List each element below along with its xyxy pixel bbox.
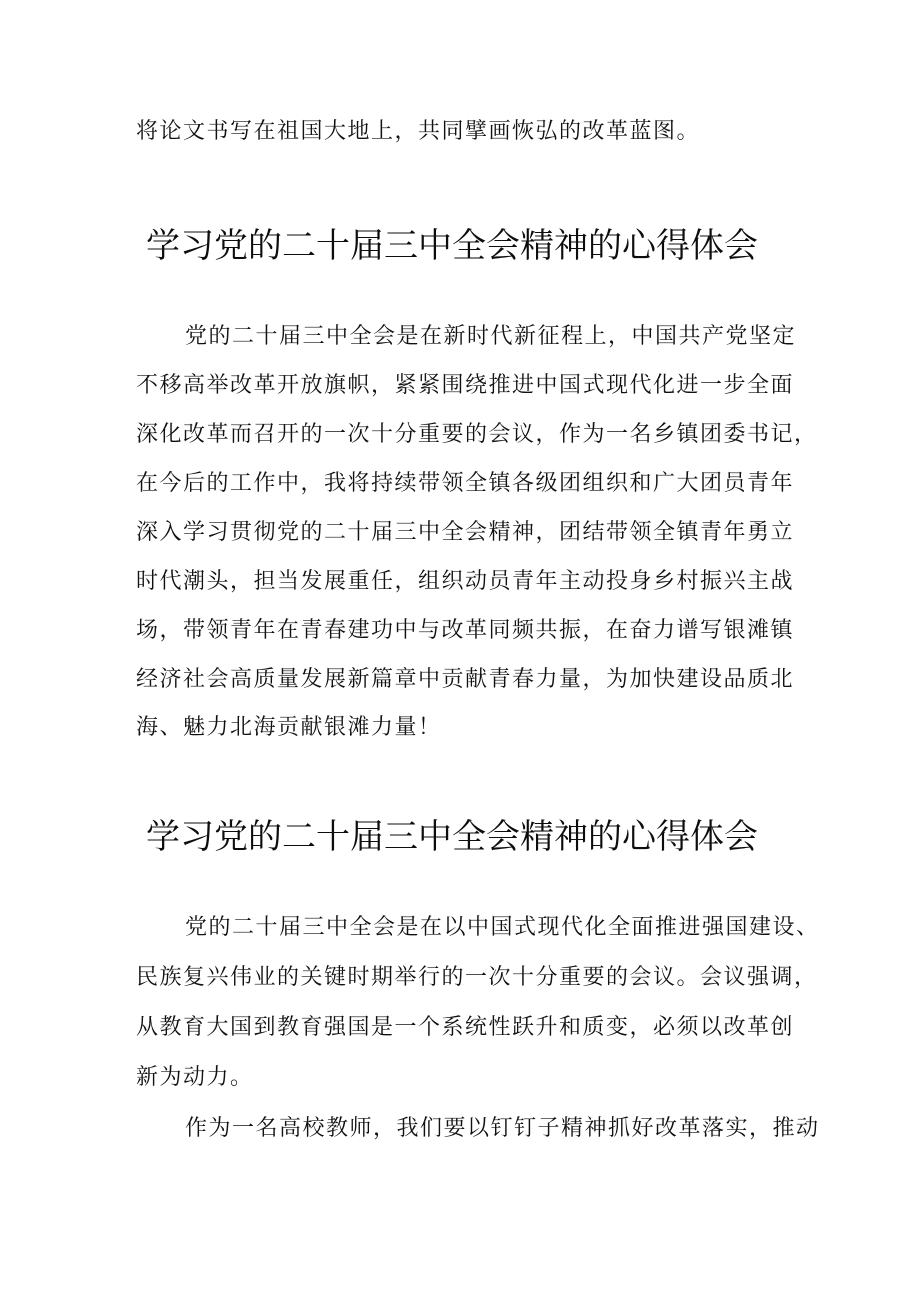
paragraph-line: 场，带领青年在青春建功中与改革同频共振，在奋力谱写银滩镇 bbox=[136, 618, 795, 643]
paragraph-line: 从教育大国到教育强国是一个系统性跃升和质变，必须以改革创 bbox=[136, 1015, 795, 1040]
section-2-title: 学习党的二十届三中全会精神的心得体会 bbox=[146, 817, 758, 857]
paragraph-line: 深入学习贯彻党的二十届三中全会精神，团结带领全镇青年勇立 bbox=[136, 520, 795, 545]
paragraph-line: 党的二十届三中全会是在新时代新征程上，中国共产党坚定 bbox=[185, 324, 797, 349]
paragraph-line: 深化改革而召开的一次十分重要的会议，作为一名乡镇团委书记， bbox=[136, 422, 818, 447]
paragraph-line: 民族复兴伟业的关键时期举行的一次十分重要的会议。会议强调， bbox=[136, 965, 818, 990]
paragraph-line: 党的二十届三中全会是在以中国式现代化全面推进强国建设、 bbox=[185, 915, 820, 940]
paragraph-line: 作为一名高校教师，我们要以钉钉子精神抓好改革落实，推动 bbox=[185, 1116, 820, 1141]
paragraph-line: 不移高举改革开放旗帜，紧紧围绕推进中国式现代化进一步全面 bbox=[136, 373, 795, 398]
paragraph-line: 海、魅力北海贡献银滩力量！ bbox=[136, 715, 442, 740]
paragraph-line: 时代潮头，担当发展重任，组织动员青年主动投身乡村振兴主战 bbox=[136, 569, 795, 594]
lead-paragraph-line: 将论文书写在祖国大地上，共同擘画恢弘的改革蓝图。 bbox=[136, 119, 701, 144]
paragraph-line: 在今后的工作中，我将持续带领全镇各级团组织和广大团员青年 bbox=[136, 471, 795, 496]
paragraph-line: 经济社会高质量发展新篇章中贡献青春力量，为加快建设品质北 bbox=[136, 667, 795, 692]
section-1-title: 学习党的二十届三中全会精神的心得体会 bbox=[146, 226, 758, 266]
paragraph-line: 新为动力。 bbox=[136, 1065, 254, 1090]
